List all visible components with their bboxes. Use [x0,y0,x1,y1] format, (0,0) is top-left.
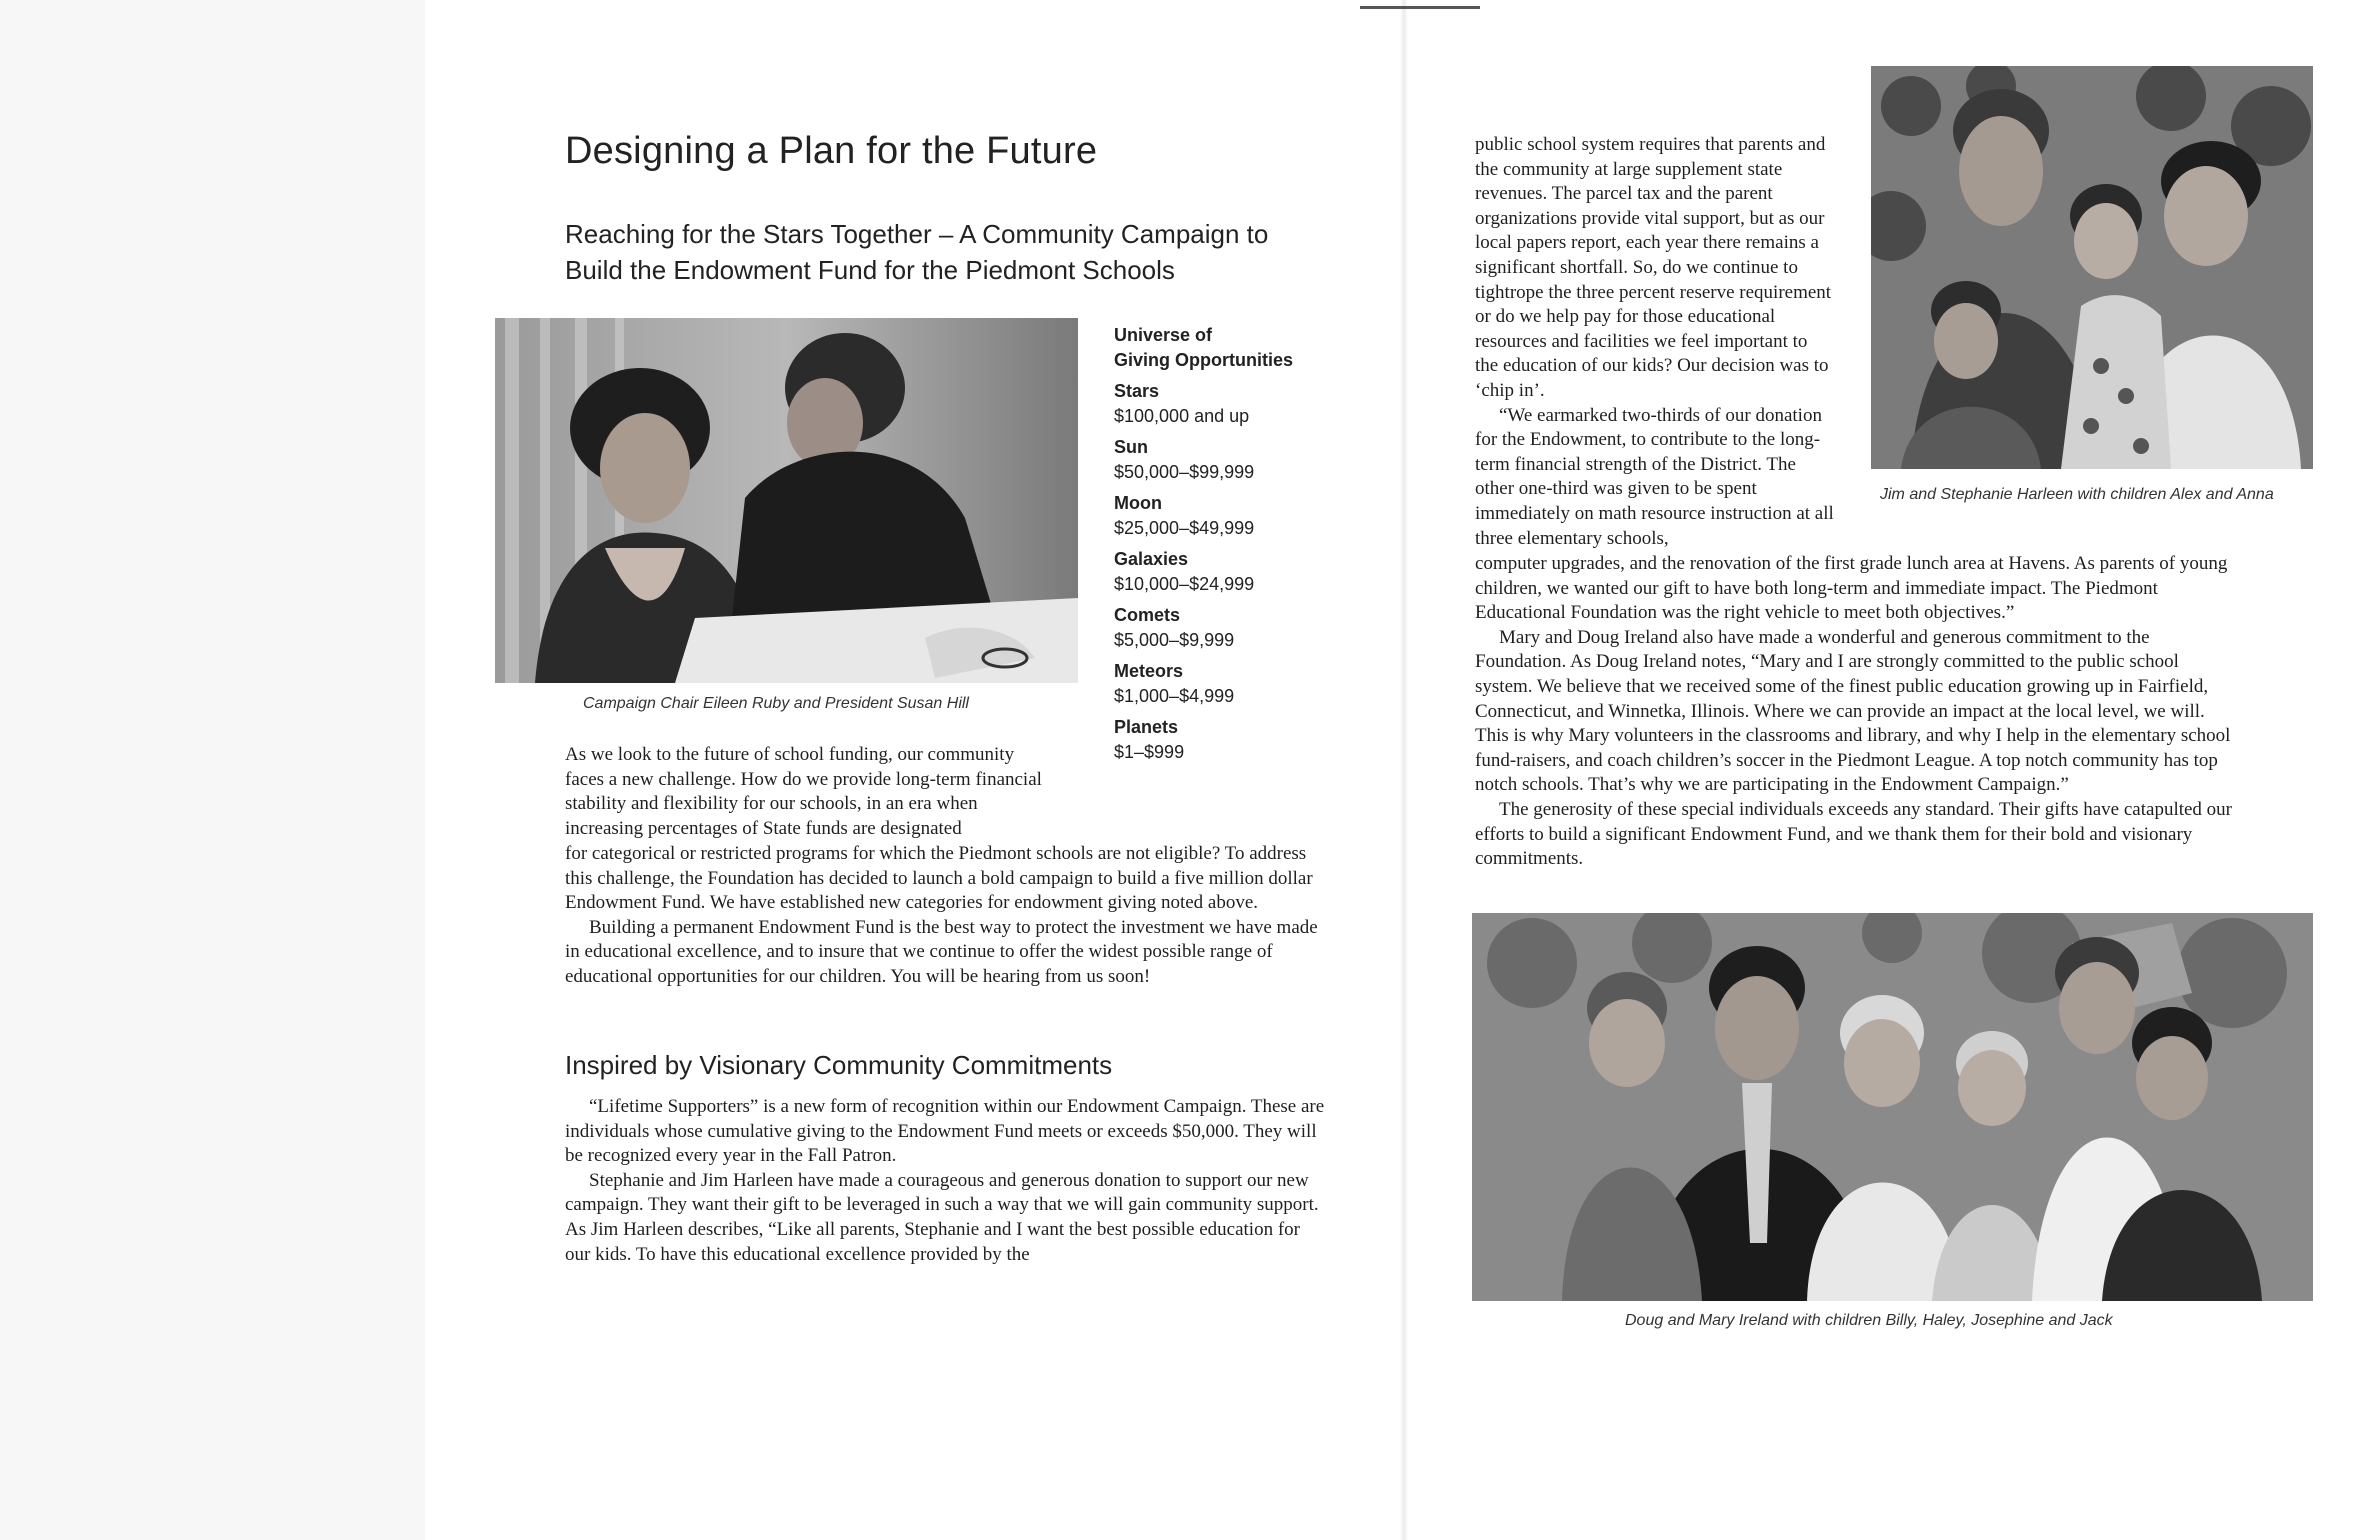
earmarked-paragraph: “We earmarked two-thirds of our donation for the Endowment, to contribute to the long-term financial strength of the District. The other one-third was given to be spent immediately on math resource instruction at all three elementary schools, [1475,404,1834,549]
left-page-margin [0,0,425,1540]
photo-ireland-family [1472,913,2313,1301]
photo-caption-harleen: Jim and Stephanie Harleen with children Alex and Anna [1880,486,2274,503]
giving-tier-planets: Planets $1–$999 [1114,717,1185,762]
page-gutter [1400,0,1408,1540]
intro-paragraph-wide: for categorical or restricted programs for which the Piedmont schools are not eligible? To address this challenge, the Foundation has decided to launch a bold campaign to build a five million dollar Endowment Fund. We have established new categories for endowment giving noted above. Building a permanent Endowment Fund is the best way to protect the investment we have made in educational excellence, and to insure that we continue to offer the widest possible range of educational opportunities for our children. You will be hearing from us soon! [565,842,1330,990]
page-title: Designing a Plan for the Future [565,130,1098,172]
intro-paragraph-narrow: As we look to the future of school funding, our community faces a new challenge. How do we provide long-term financial stability and flexibility for our schools, in an era when increasing percentages of State funds are designated [565,744,1042,839]
photo-caption-campaign: Campaign Chair Eileen Ruby and President Susan Hill [583,695,969,712]
computer-upgrades-paragraph: computer upgrades, and the renovation of the first grade lunch area at Havens. As parents of young children, we wanted our gift to have both long-term and immediate impact. The Piedmont Educational Foundation was the right vehicle to meet both objectives.” [1475,553,2228,624]
giving-tier-stars: Stars $100,000 and up [1114,381,1250,426]
right-wide-text [1475,552,2235,872]
giving-tier-comets: Comets $5,000–$9,999 [1114,605,1235,650]
lifetime-supporters-paragraph: “Lifetime Supporters” is a new form of recognition within our Endowment Campaign. These are individuals whose cumulative giving to the Endowment Fund meets or exceeds $50,000. They will be recognized every year in the Fall Patron. [565,1096,1325,1167]
generosity-paragraph: The generosity of these special individuals exceeds any standard. Their gifts have catapulted our efforts to build a significant Endowment Fund, and we thank them for their bold and visionary commitments. [1475,798,2233,870]
photo-campaign-chair-signing [495,318,1078,683]
right-column-text [1475,133,1835,551]
giving-opportunities-list [1114,323,1354,771]
commitments-text [565,1095,1330,1267]
giving-tier-sun: Sun $50,000–$99,999 [1114,437,1255,482]
section-heading-inspired: Inspired by Visionary Community Commitments [565,1050,1113,1080]
binding-mark [1360,6,1480,9]
page-subtitle: Reaching for the Stars Together – A Community Campaign to Build the Endowment Fund for the Piedmont Schools [565,219,1269,285]
giving-heading: Universe of Giving Opportunities [1114,325,1293,370]
public-school-paragraph: public school system requires that parents and the community at large supplement state revenues. The parcel tax and the parent organizations provide vital support, but as our local papers report, each year there remains a significant shortfall. So, do we continue to tightrope the three percent reserve requirement or do we help pay for those educational resources and facilities we feel important to the education of our kids? Our decision was to ‘chip in’. [1475,134,1832,401]
photo-caption-ireland: Doug and Mary Ireland with children Billy, Haley, Josephine and Jack [1625,1312,2113,1329]
giving-tier-moon: Moon $25,000–$49,999 [1114,493,1255,538]
photo-harleen-family [1871,66,2313,469]
giving-tier-meteors: Meteors $1,000–$4,999 [1114,661,1235,706]
building-paragraph: Building a permanent Endowment Fund is the best way to protect the investment we have made in educational excellence, and to insure that we continue to offer the widest possible range of educational opportunities for our children. You will be hearing from us soon! [565,916,1318,987]
giving-tier-galaxies: Galaxies $10,000–$24,999 [1114,549,1255,594]
ireland-paragraph: Mary and Doug Ireland also have made a wonderful and generous commitment to the Foundation. As Doug Ireland notes, “Mary and I are strongly committed to the public school system. We believe that we received some of the finest public education growing up in Fairfield, Connecticut, and Winnetka, Illinois. Where we can provide an impact at the local level, we will. This is why Mary volunteers in the classrooms and library, and why I help in the elementary school fund-raisers, and coach children’s soccer in the Piedmont League. A top notch community has top notch schools. That’s why we are participating in the Endowment Campaign.” [1475,626,2231,796]
harleen-paragraph: Stephanie and Jim Harleen have made a courageous and generous donation to support our new campaign. They want their gift to be leveraged in such a way that we will gain community support. As Jim Harleen describes, “Like all parents, Stephanie and I want the best possible education for our kids. To have this educational excellence provided by the [565,1169,1319,1265]
